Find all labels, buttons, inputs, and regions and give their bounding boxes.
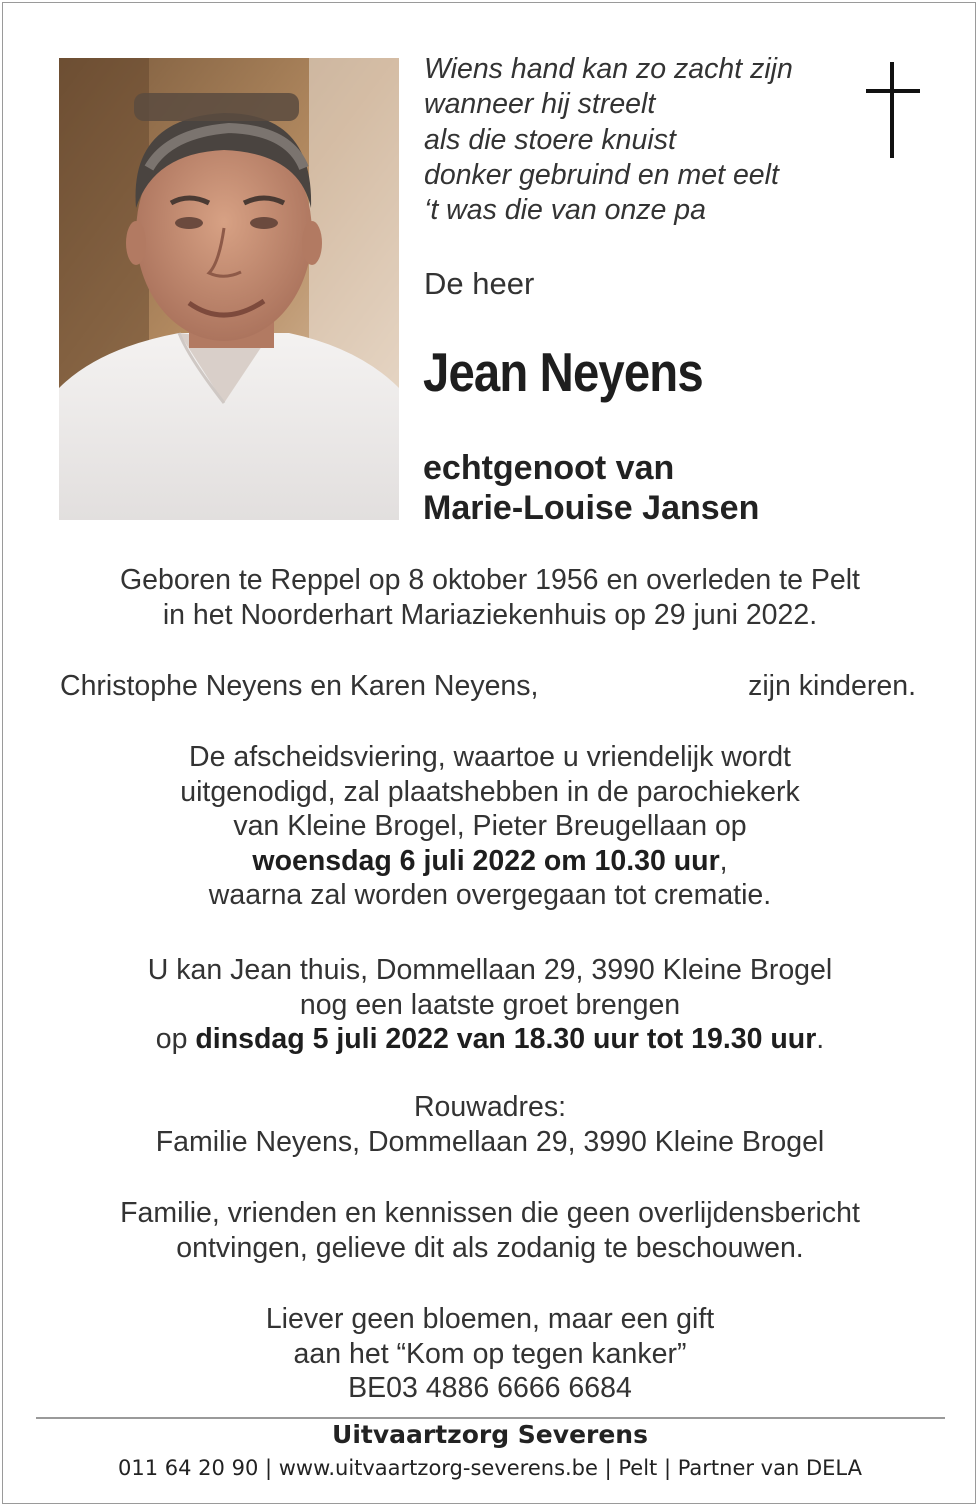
address-value: Familie Neyens, Dommellaan 29, 3990 Kleine Brogel: [155, 1125, 825, 1158]
notice-line: ontvingen, gelieve dit als zodanig te beschouwen.: [176, 1231, 804, 1264]
ceremony-line: uitgenodigd, zal plaatshebben in de parochiekerk: [180, 775, 800, 808]
spouse-name: Marie-Louise Jansen: [423, 489, 760, 527]
spouse-relation: echtgenoot van: [423, 449, 675, 487]
poem: [424, 52, 844, 228]
address-label: Rouwadres:: [413, 1091, 567, 1123]
birth-death-line: Geboren te Reppel op 8 oktober 1956 en overleden te Pelt: [120, 564, 860, 596]
poem-line: wanneer hij streelt: [424, 88, 656, 121]
poem-line: Wiens hand kan zo zacht zijn: [424, 53, 793, 85]
ceremony-date-line: [0, 844, 980, 879]
visitation-prefix: op: [155, 1023, 196, 1056]
donation-iban: BE03 4886 6666 6684: [348, 1372, 632, 1405]
cross-icon: [864, 62, 924, 162]
ceremony-line: van Kleine Brogel, Pieter Breugellaan op: [233, 810, 747, 843]
funeral-home-contact: 011 64 20 90 | www.uitvaartzorg-severens.be | Pelt | Partner van DELA: [118, 1456, 862, 1480]
donation-text: [0, 1302, 980, 1406]
visitation-date-line: [0, 1022, 980, 1057]
honorific: De heer: [424, 266, 535, 301]
visitation-date: dinsdag 5 juli 2022 van 18.30 uur tot 19.30 uur: [195, 1023, 817, 1056]
portrait-photo: [59, 58, 399, 520]
spouse-block: [423, 448, 759, 528]
donation-line: Liever geen bloemen, maar een gift: [265, 1303, 715, 1335]
ceremony-line: De afscheidsviering, waartoe u vriendelijk wordt: [189, 741, 791, 773]
ceremony-date-suffix: ,: [719, 844, 728, 877]
notice-text: [0, 1196, 980, 1265]
footer-divider: [36, 1417, 945, 1419]
birth-death-text: [0, 563, 980, 632]
donation-line: aan het “Kom op tegen kanker”: [293, 1337, 687, 1370]
birth-death-line: in het Noorderhart Mariaziekenhuis op 29 juni 2022.: [162, 598, 818, 631]
deceased-name: Jean Neyens: [423, 341, 703, 403]
children-names: Christophe Neyens en Karen Neyens,: [60, 670, 539, 702]
ceremony-line: waarna zal worden overgegaan tot crematie.: [208, 879, 772, 912]
funeral-home-name: Uitvaartzorg Severens: [332, 1420, 648, 1449]
poem-line: donker gebruind en met eelt: [424, 158, 779, 191]
visitation-line: U kan Jean thuis, Dommellaan 29, 3990 Kleine Brogel: [147, 954, 833, 986]
visitation-line: nog een laatste groet brengen: [299, 988, 681, 1021]
children-relation: zijn kinderen.: [748, 670, 916, 702]
visitation-suffix: .: [816, 1023, 825, 1056]
mourning-address: [0, 1090, 980, 1159]
notice-line: Familie, vrienden en kennissen die geen overlijdensbericht: [120, 1197, 860, 1229]
ceremony-date: woensdag 6 juli 2022 om 10.30 uur: [252, 844, 720, 877]
visitation-text: [0, 953, 980, 1057]
ceremony-text: [0, 740, 980, 913]
poem-line: ‘t was die van onze pa: [424, 194, 707, 227]
portrait-illustration: [59, 58, 399, 520]
poem-line: als die stoere knuist: [424, 123, 676, 156]
